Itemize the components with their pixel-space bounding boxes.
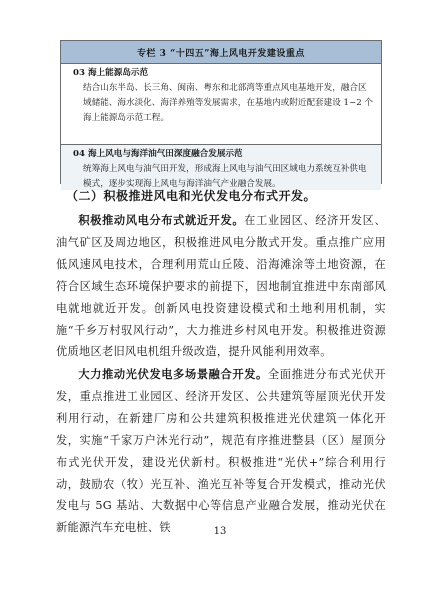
section-3 xyxy=(61,64,381,144)
highlight-box xyxy=(60,40,382,189)
section-3-body: 结合山东半岛、长三角、闽南、粤东和北部湾等重点风电基地开发，融合区域储能、海水淡化、海洋养殖等发展需求，在基地内或附近配套建设 1~2 个海上能源岛示范工程。 xyxy=(83,83,374,123)
paragraph-solar-text: 全面推进分布式光伏开发，重点推进工业园区、经济开发区、公共建筑等屋顶光伏开发利用行动，在新建厂房和公共建筑积极推进光伏建筑一体化开发，实施“千家万户沐光行动”，规范有序推进整县（区）屋顶分布式光伏开发，建设光伏新村。积极推进“光伏+”综合利用行动，鼓励农（牧）光互补、渔光互补等复合开发模式，推动光伏发电与 5G 基站、大数据中心等信息产业融合发展，推动光伏在新能源汽车充电桩、铁 xyxy=(56,368,386,535)
box-title: 专栏 3 “十四五”海上风电开发建设重点 xyxy=(61,41,381,64)
paragraph-wind xyxy=(56,210,386,363)
paragraph-wind-text: 在工业园区、经济开发区、油气矿区及周边地区，积极推进风电分散式开发。重点推广应用低风速风电技术，合理利用荒山丘陵、沿海滩涂等土地资源，在符合区域生态环境保护要求的前提下，因地制宜推进中东南部风电就地就近开发。创新风电投资建设模式和土地利用机制，实施“千乡万村驭风行动”，大力推进乡村风电开发。积极推进资源优质地区老旧风电机组升级改造，提升风能利用效率。 xyxy=(56,214,386,359)
section-4-body: 统筹海上风电与油气田开发，形成海上风电与油气田区域电力系统互补供电模式，逐步实现海上风电与海洋油气产业融合发展。 xyxy=(83,164,367,189)
paragraph-solar-lead: 大力推动光伏发电多场景融合开发。 xyxy=(78,368,268,381)
section-4 xyxy=(61,145,381,190)
page-number: 13 xyxy=(213,526,227,537)
paragraph-wind-lead: 积极推动风电分布式就近开发。 xyxy=(78,214,245,227)
section-4-title: 04 海上风电与海洋油气田深度融合发展示范 xyxy=(73,149,243,159)
paragraph-solar xyxy=(56,364,386,539)
section-subheading: （二）积极推进风电和光伏发电分布式开发。 xyxy=(66,189,317,203)
section-3-title: 03 海上能源岛示范 xyxy=(73,68,149,78)
